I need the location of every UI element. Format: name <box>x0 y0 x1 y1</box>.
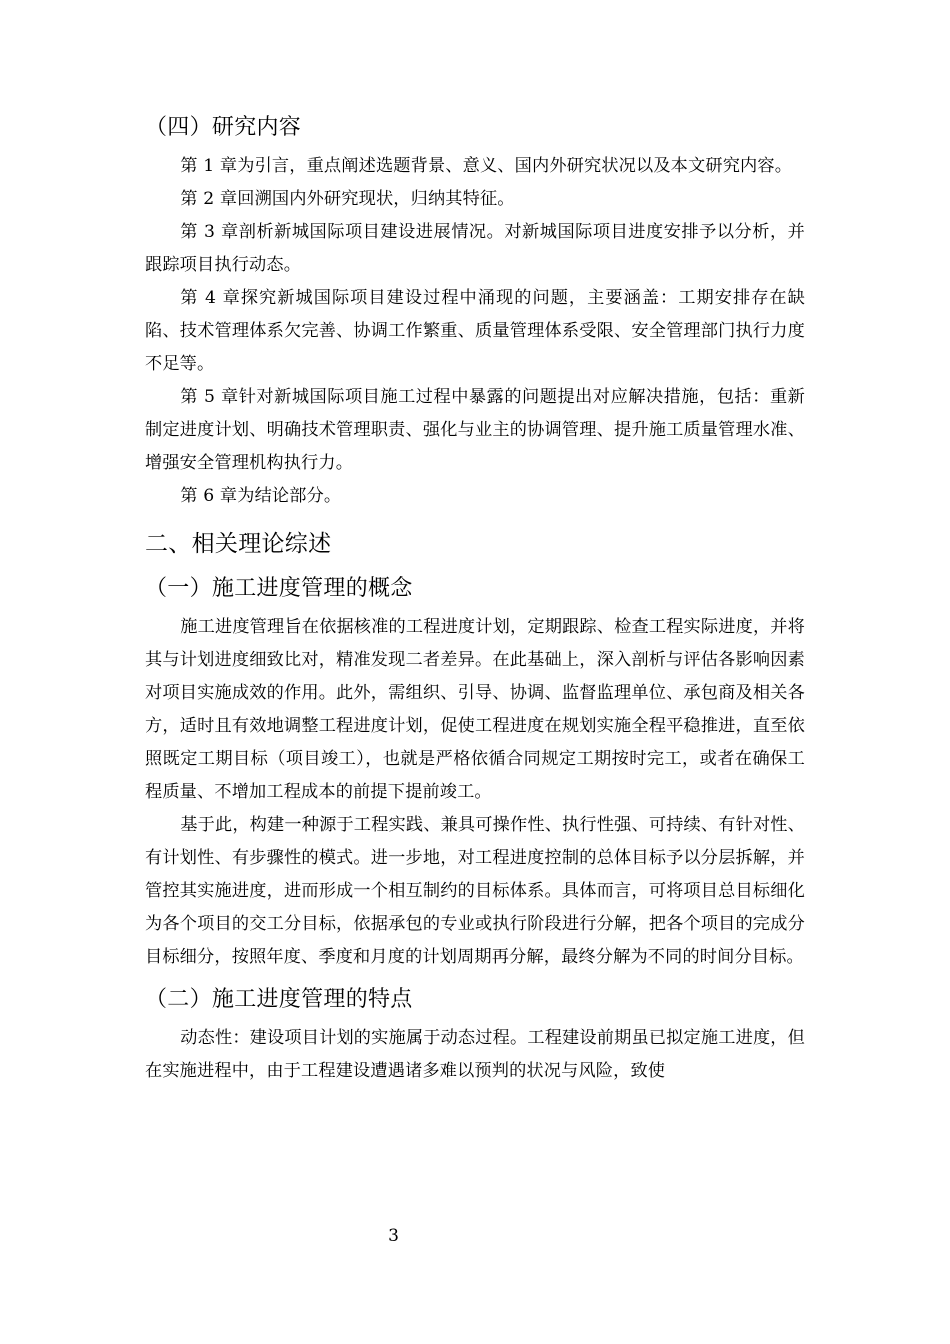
page-number: 3 <box>388 1226 399 1246</box>
paragraph: 基于此，构建一种源于工程实践、兼具可操作性、执行性强、可持续、有针对性、有计划性、有步骤性的模式。进一步地，对工程进度控制的总体目标予以分层拆解，并管控其实施进度，进而形成一个相互制约的目标体系。具体而言，可将项目总目标细化为各个项目的交工分目标，依据承包的专业或执行阶段进行分解，把各个项目的完成分目标细分，按照年度、季度和月度的计划周期再分解，最终分解为不同的时间分目标。 <box>145 815 805 967</box>
section-heading-progress-concept: （一）施工进度管理的概念 <box>145 576 413 601</box>
paragraph: 施工进度管理旨在依据核准的工程进度计划，定期跟踪、检查工程实际进度，并将其与计划进度细致比对，精准发现二者差异。在此基础上，深入剖析与评估各影响因素对项目实施成效的作用。此外，需组织、引导、协调、监督监理单位、承包商及相关各方，适时且有效地调整工程进度计划，促使工程进度在规划实施全程平稳推进，直至依照既定工期目标（项目竣工），也就是严格依循合同规定工期按时完工，或者在确保工程质量、不增加工程成本的前提下提前竣工。 <box>145 617 805 802</box>
paragraph: 第 3 章剖析新城国际项目建设进展情况。对新城国际项目进度安排予以分析，并跟踪项目执行动态。 <box>145 222 805 275</box>
chapter-heading-related-theory: 二、相关理论综述 <box>145 531 332 557</box>
paragraph: 第 5 章针对新城国际项目施工过程中暴露的问题提出对应解决措施，包括：重新制定进度计划、明确技术管理职责、强化与业主的协调管理、提升施工质量管理水准、增强安全管理机构执行力。 <box>145 387 805 473</box>
paragraph: 动态性：建设项目计划的实施属于动态过程。工程建设前期虽已拟定施工进度，但在实施进程中，由于工程建设遭遇诸多难以预判的状况与风险，致使 <box>145 1028 805 1081</box>
paragraph: 第 6 章为结论部分。 <box>180 486 342 506</box>
paragraph: 第 1 章为引言，重点阐述选题背景、意义、国内外研究状况以及本文研究内容。 <box>180 156 793 176</box>
section-heading-progress-features: （二）施工进度管理的特点 <box>145 987 413 1012</box>
paragraph: 第 4 章探究新城国际项目建设过程中涌现的问题，主要涵盖：工期安排存在缺陷、技术管理体系欠完善、协调工作繁重、质量管理体系受限、安全管理部门执行力度不足等。 <box>145 288 805 374</box>
page-body <box>145 112 805 1088</box>
paragraph: 第 2 章回溯国内外研究现状，归纳其特征。 <box>180 189 515 209</box>
section-heading-research-content: （四）研究内容 <box>145 115 302 140</box>
